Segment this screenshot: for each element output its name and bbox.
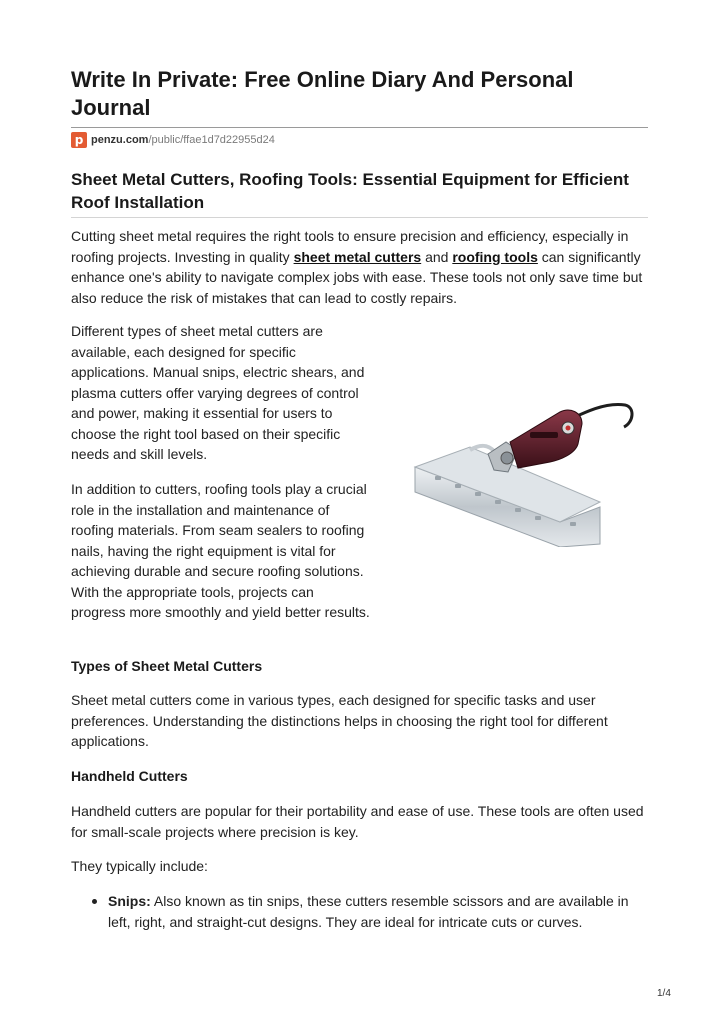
intro-text-b: and <box>421 248 453 265</box>
intro-text-a: Cutting sheet metal requires the right tools to ensure precision and efficiency, especially in roofing projects. Investing in quality <box>71 228 629 265</box>
electric-shear-photo <box>410 372 638 547</box>
roofing-tools-link[interactable]: roofing tools <box>452 248 538 265</box>
handheld-paragraph: Handheld cutters are popular for their portability and ease of use. These tools are often used for small-scale projects where precision is key. <box>71 803 644 840</box>
title-divider <box>71 127 648 128</box>
penzu-logo-icon: p <box>71 132 87 148</box>
list-item <box>89 891 644 932</box>
article-title: Sheet Metal Cutters, Roofing Tools: Essential Equipment for Efficient Roof Installation <box>71 170 629 212</box>
page-title: Write In Private: Free Online Diary And Personal Journal <box>71 67 574 120</box>
includes-paragraph: They typically include: <box>71 858 208 874</box>
sheet-metal-cutters-link[interactable]: sheet metal cutters <box>293 248 422 265</box>
types-paragraph: Sheet metal cutters come in various types, each designed for specific tasks and user preferences. Understanding the distinctions helps in choosing the right tool for different applications. <box>71 692 608 749</box>
source-path[interactable]: /public/ffae1d7d22955d24 <box>148 134 275 146</box>
types-heading: Types of Sheet Metal Cutters <box>71 658 263 674</box>
article-divider <box>71 217 648 218</box>
tool-list <box>89 891 644 932</box>
bullet-term: Snips: <box>108 893 151 909</box>
bullet-text: Also known as tin snips, these cutters resemble scissors and are available in left, right, and straight-cut designs. They are ideal for intricate cuts or curves. <box>108 893 629 930</box>
handheld-heading: Handheld Cutters <box>71 768 188 784</box>
page-number: 1/4 <box>657 988 671 999</box>
intro-text-c: can significantly enhance one's ability to navigate complex jobs with ease. These tools not only save time but also reduce the risk of mistakes that can lead to costly repairs. <box>71 248 643 306</box>
intro-paragraph <box>71 226 648 308</box>
cutter-types-paragraph: Different types of sheet metal cutters are available, each designed for specific applications. Manual snips, electric shears, and plasma cutters offer varying degrees of control and power, making it essential for users to choose the right tool based on their specific needs and skill levels. <box>71 323 365 462</box>
source-line[interactable] <box>71 131 275 149</box>
roofing-tools-paragraph: In addition to cutters, roofing tools play a crucial role in the installation and maintenance of roofing materials. From seam sealers to roofing nails, having the right equipment is vital for achieving durable and secure roofing solutions. With the appropriate tools, projects can progress more smoothly and yield better results. <box>71 481 370 620</box>
source-domain[interactable]: penzu.com <box>91 134 149 146</box>
